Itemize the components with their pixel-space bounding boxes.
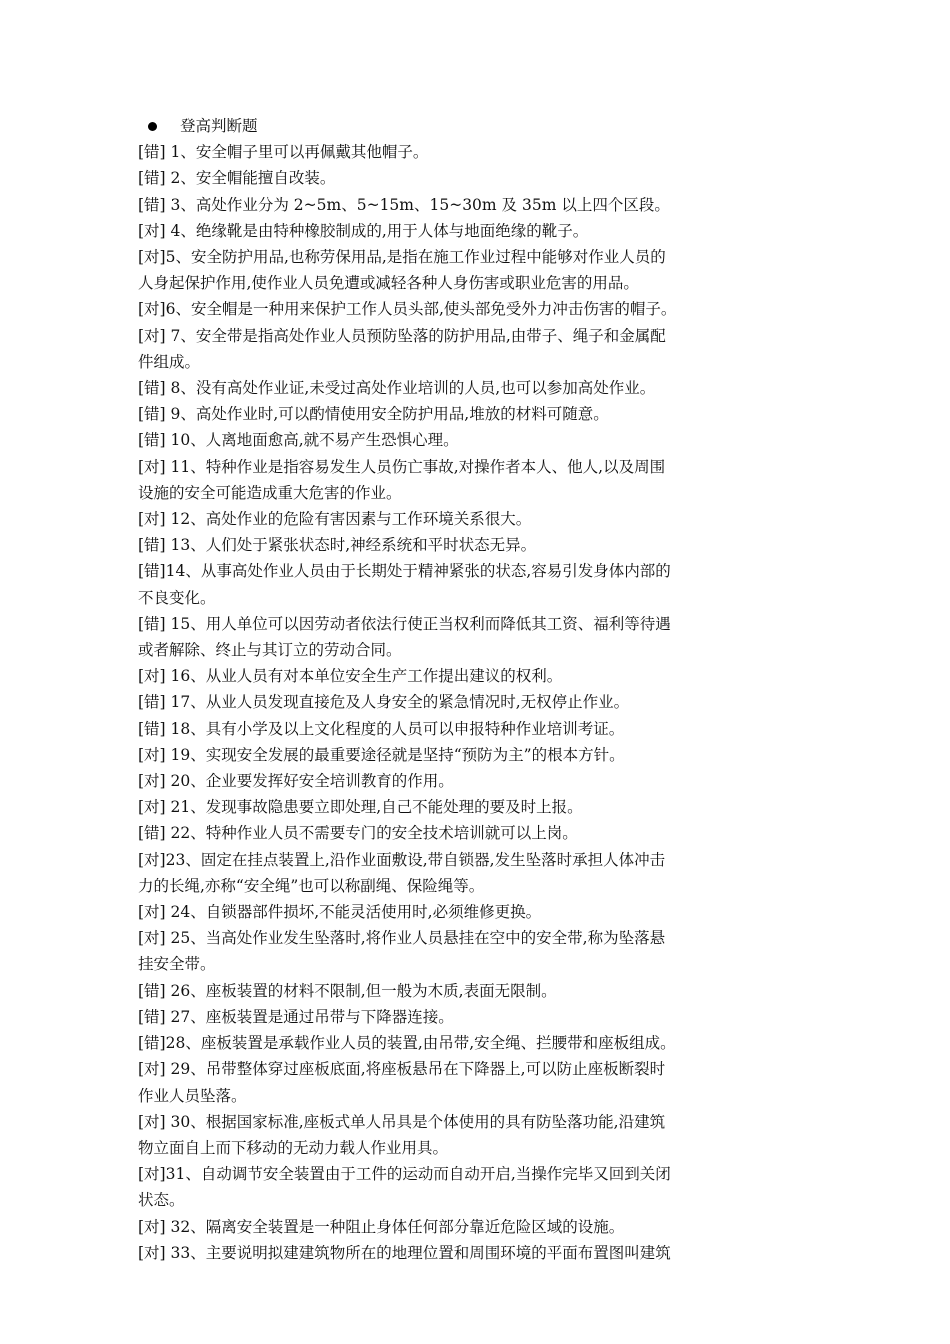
question-line: 设施的安全可能造成重大危害的作业。 xyxy=(138,483,402,502)
question-line: [错] 9、高处作业时,可以酌情使用安全防护用品,堆放的材料可随意。 xyxy=(138,405,609,424)
question-line: [对] 24、自锁器部件损坏,不能灵活使用时,必须维修更换。 xyxy=(138,903,542,922)
question-line: [错] 26、座板装置的材料不限制,但一般为木质,表面无限制。 xyxy=(138,981,557,1000)
question-line: [错] 27、座板装置是通过吊带与下降器连接。 xyxy=(138,1007,454,1026)
question-line: [对] 11、特种作业是指容易发生人员伤亡事故,对操作者本人、他人,以及周围 xyxy=(138,457,666,476)
question-line: [错] 3、高处作业分为 2~5m、5~15m、15~30m 及 35m 以上四个区段。 xyxy=(138,195,670,214)
question-line: [对] 32、隔离安全装置是一种阻止身体任何部分靠近危险区域的设施。 xyxy=(138,1217,625,1236)
question-line: [错] 17、从业人员发现直接危及人身安全的紧急情况时,无权停止作业。 xyxy=(138,693,630,712)
question-line: 或者解除、终止与其订立的劳动合同。 xyxy=(138,641,402,660)
question-line: [对] 7、安全带是指高处作业人员预防坠落的防护用品,由带子、绳子和金属配 xyxy=(138,326,666,345)
question-line: [对] 4、绝缘靴是由特种橡胶制成的,用于人体与地面绝缘的靴子。 xyxy=(138,221,589,240)
question-line: 作业人员坠落。 xyxy=(138,1086,247,1105)
question-line: 力的长绳,亦称“安全绳”也可以称副绳、保险绳等。 xyxy=(138,876,485,895)
question-line: [对] 25、当高处作业发生坠落时,将作业人员悬挂在空中的安全带,称为坠落悬 xyxy=(138,929,666,948)
section-title: 登高判断题 xyxy=(180,117,258,135)
question-line: 不良变化。 xyxy=(138,588,216,607)
question-line: [对] 20、企业要发挥好安全培训教育的作用。 xyxy=(138,772,454,791)
question-line: [对] 16、从业人员有对本单位安全生产工作提出建议的权利。 xyxy=(138,667,563,686)
question-line: [对] 33、主要说明拟建建筑物所在的地理位置和周围环境的平面布置图叫建筑 xyxy=(138,1243,671,1262)
question-line: [错]14、从事高处作业人员由于长期处于精神紧张的状态,容易引发身体内部的 xyxy=(138,562,671,581)
question-line: [对]5、安全防护用品,也称劳保用品,是指在施工作业过程中能够对作业人员的 xyxy=(138,248,666,266)
document-page xyxy=(138,113,818,1266)
question-line: [对]6、安全帽是一种用来保护工作人员头部,使头部免受外力冲击伤害的帽子。 xyxy=(138,300,677,319)
question-line: [对] 30、根据国家标准,座板式单人吊具是个体使用的具有防坠落功能,沿建筑 xyxy=(138,1112,666,1131)
question-line: [错] 13、人们处于紧张状态时,神经系统和平时状态无异。 xyxy=(138,536,537,555)
question-line: [错] 15、用人单位可以因劳动者依法行使正当权利而降低其工资、福利等待遇 xyxy=(138,614,671,633)
question-line: [对] 19、实现安全发展的最重要途径就是坚持“预防为主”的根本方针。 xyxy=(138,745,625,764)
question-line: 件组成。 xyxy=(138,352,201,371)
question-line: 人身起保护作用,使作业人员免遭或减轻各种人身伤害或职业危害的用品。 xyxy=(138,274,639,293)
question-line: 挂安全带。 xyxy=(138,955,216,974)
bullet-icon xyxy=(148,122,157,131)
question-line: 物立面自上而下移动的无动力载人作业用具。 xyxy=(138,1138,449,1157)
question-line: [错] 10、人离地面愈高,就不易产生恐惧心理。 xyxy=(138,431,459,450)
question-line: [对]23、固定在挂点装置上,沿作业面敷设,带自锁器,发生坠落时承担人体冲击 xyxy=(138,850,666,869)
question-line: 状态。 xyxy=(138,1191,185,1210)
question-line: [错] 18、具有小学及以上文化程度的人员可以申报特种作业培训考证。 xyxy=(138,719,625,738)
question-line: [错] 2、安全帽能擅自改装。 xyxy=(138,169,336,188)
question-line: [错]28、座板装置是承载作业人员的装置,由吊带,安全绳、拦腰带和座板组成。 xyxy=(138,1034,676,1053)
question-line: [对] 29、吊带整体穿过座板底面,将座板悬吊在下降器上,可以防止座板断裂时 xyxy=(138,1060,666,1079)
question-list xyxy=(138,139,818,1266)
question-line: [错] 1、安全帽子里可以再佩戴其他帽子。 xyxy=(138,143,429,162)
question-line: [对]31、自动调节安全装置由于工件的运动而自动开启,当操作完毕又回到关闭 xyxy=(138,1165,671,1184)
question-line: [对] 12、高处作业的危险有害因素与工作环境关系很大。 xyxy=(138,510,532,529)
question-line: [错] 22、特种作业人员不需要专门的安全技术培训就可以上岗。 xyxy=(138,824,578,843)
question-line: [对] 21、发现事故隐患要立即处理,自己不能处理的要及时上报。 xyxy=(138,798,583,817)
question-line: [错] 8、没有高处作业证,未受过高处作业培训的人员,也可以参加高处作业。 xyxy=(138,379,656,398)
section-heading xyxy=(138,113,818,139)
